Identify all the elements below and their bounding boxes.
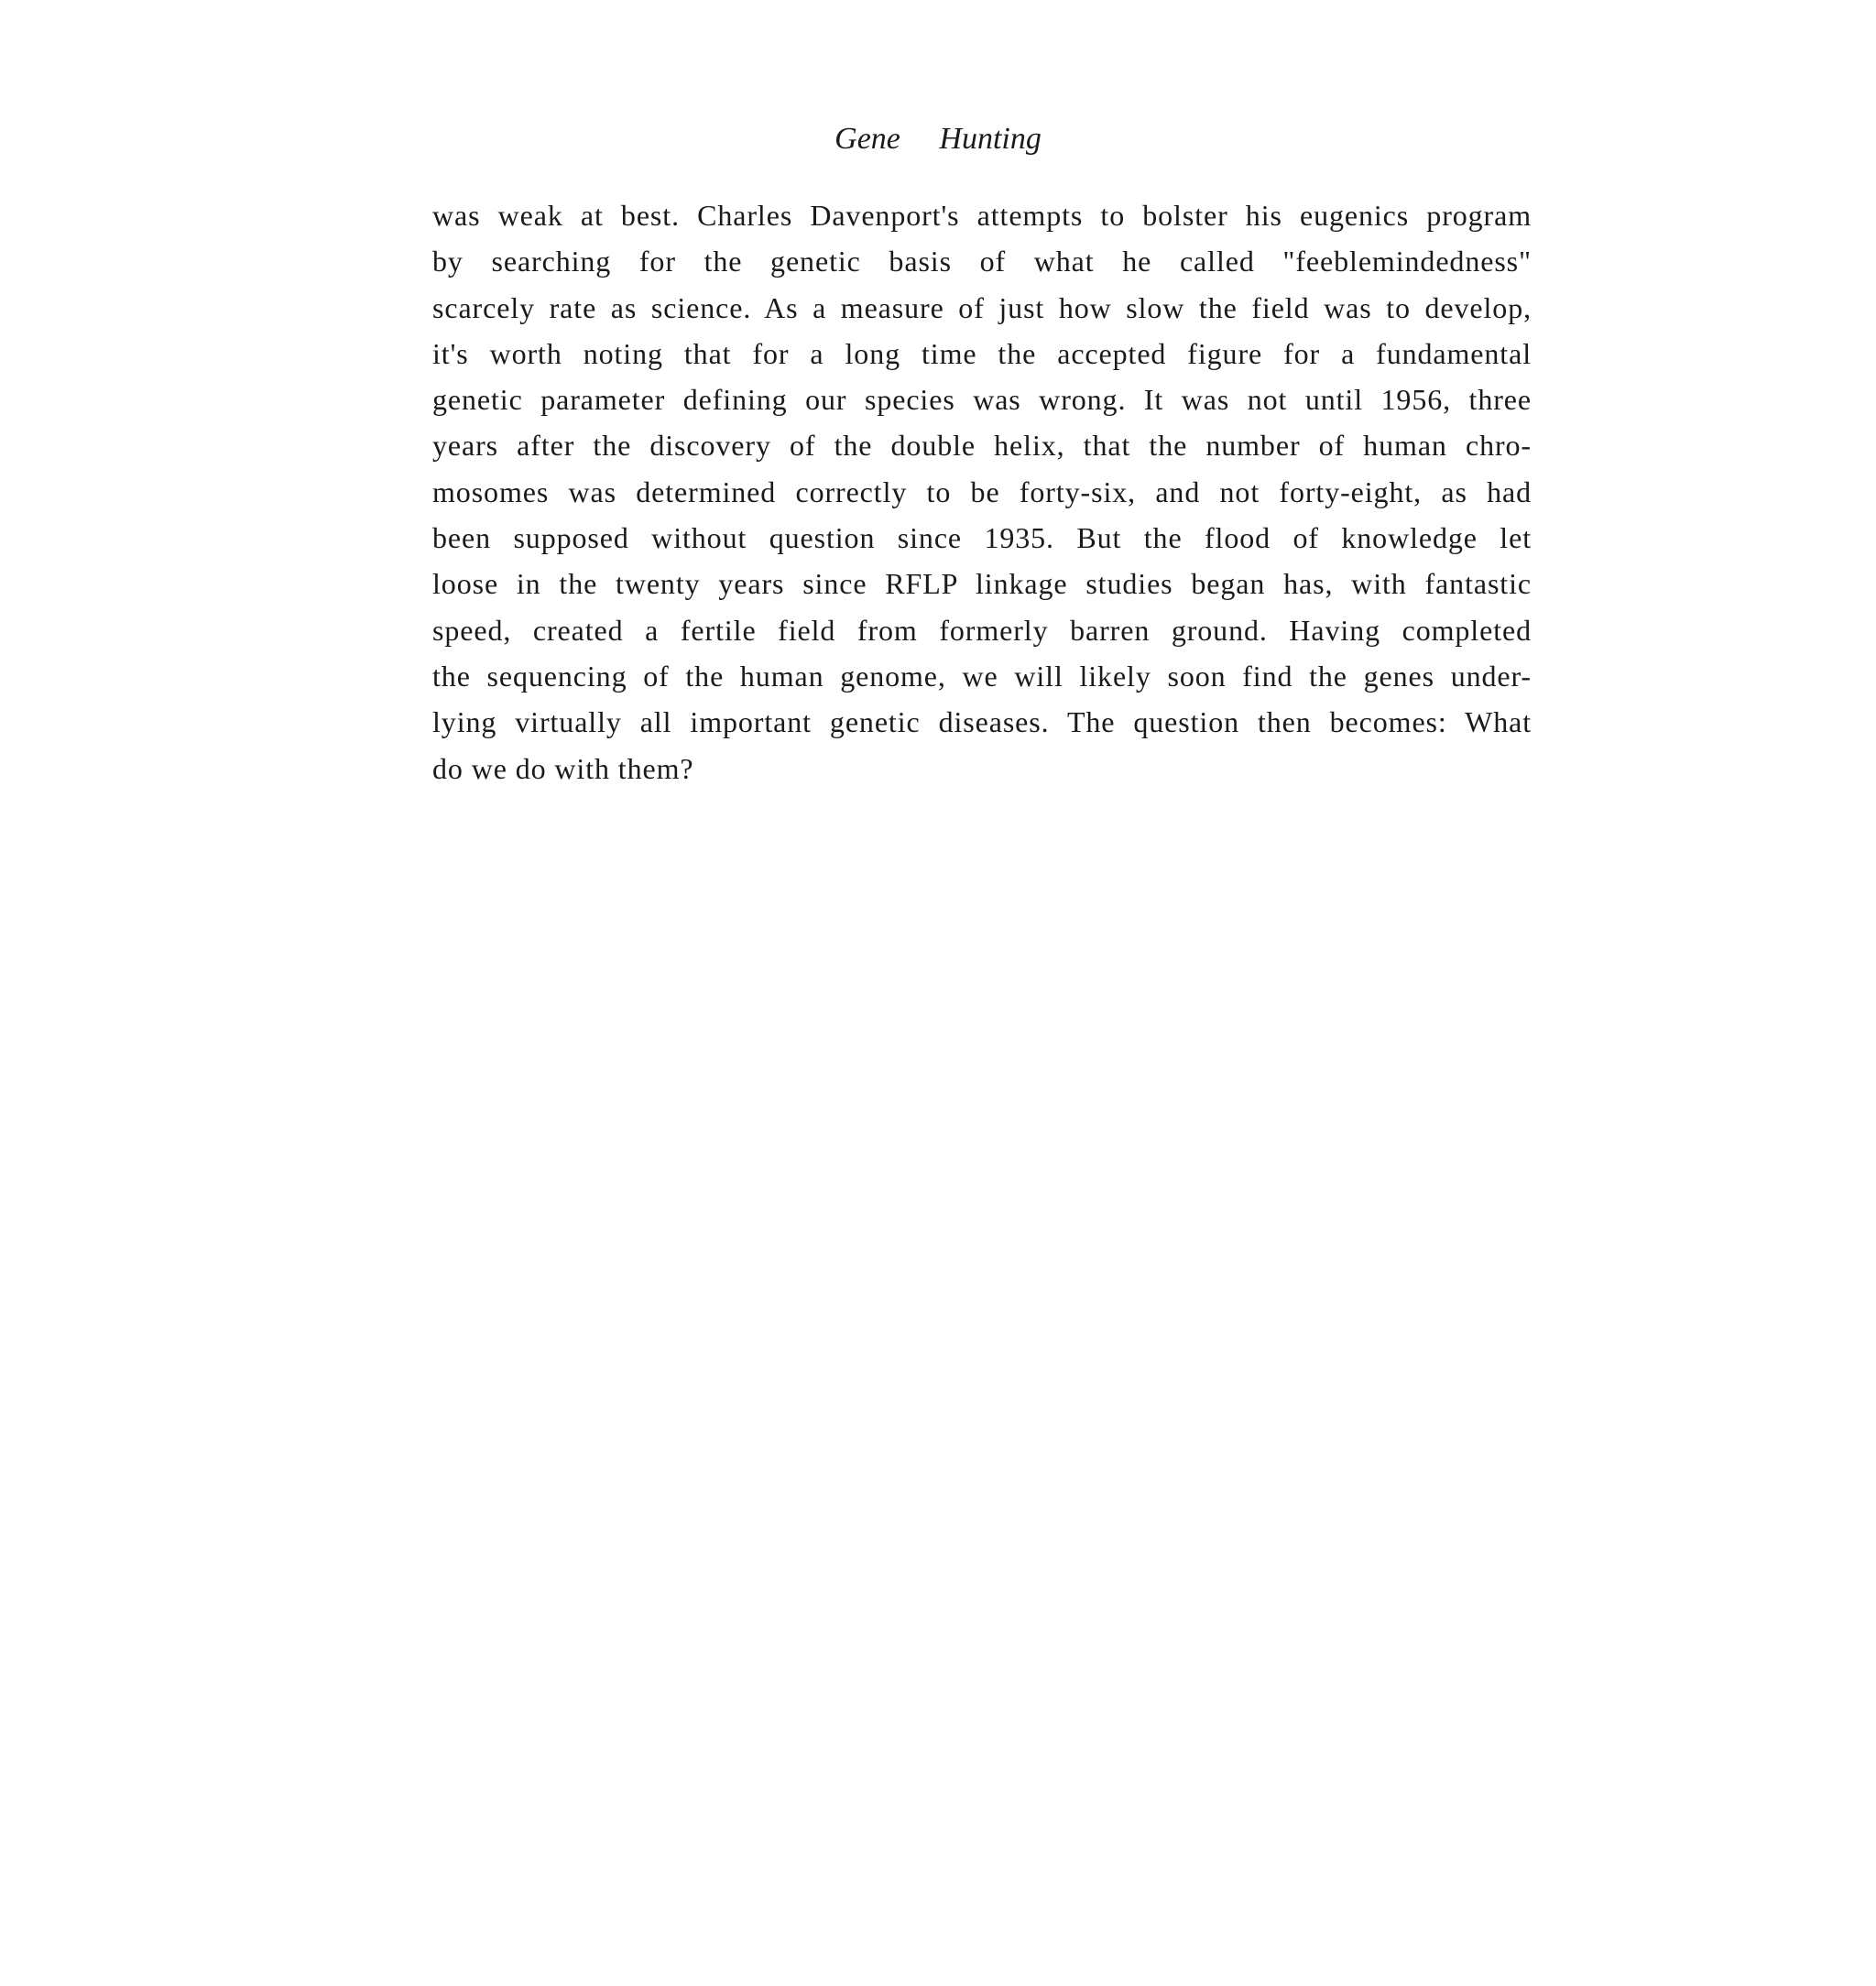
text-line: loose in the twenty years since RFLP linkage studies began has, with fantastic xyxy=(432,567,1532,601)
text-line: years after the discovery of the double helix, that the number of human chro- xyxy=(432,429,1532,463)
text-line: by searching for the genetic basis of what he called "feeblemindedness" xyxy=(432,245,1532,278)
text-line: genetic parameter defining our species was wrong. It was not until 1956, three xyxy=(432,383,1532,417)
text-line: been supposed without question since 1935. But the flood of knowledge let xyxy=(432,521,1532,555)
text-line: scarcely rate as science. As a measure of just how slow the field was to develop, xyxy=(432,290,1532,324)
text-line: mosomes was determined correctly to be forty-six, and not forty-eight, as had xyxy=(432,475,1532,508)
text-line: was weak at best. Charles Davenport's attempts to bolster his eugenics program xyxy=(432,199,1532,232)
running-head: Gene Hunting xyxy=(834,122,1042,156)
body-paragraph xyxy=(432,192,1532,791)
text-line-last: do we do with them? xyxy=(432,751,694,785)
text-line: lying virtually all important genetic diseases. The question then becomes: What xyxy=(432,705,1532,739)
text-line: it's worth noting that for a long time the accepted figure for a fundamental xyxy=(432,336,1532,370)
text-line: the sequencing of the human genome, we will likely soon find the genes under- xyxy=(432,659,1532,693)
text-line: speed, created a fertile field from formerly barren ground. Having completed xyxy=(432,613,1532,647)
